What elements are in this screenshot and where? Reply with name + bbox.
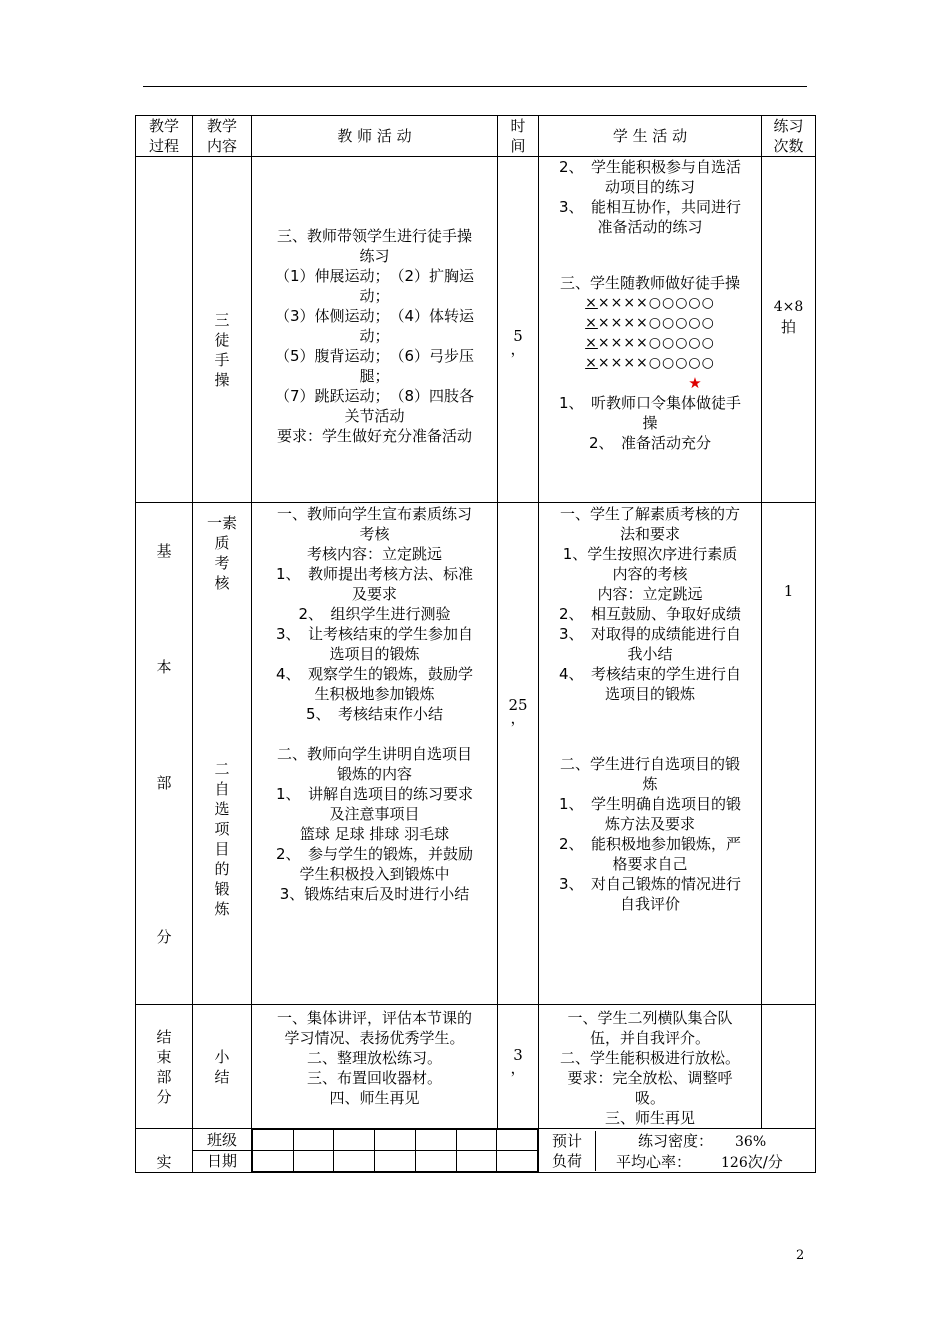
header-content-line: 内容: [206, 137, 237, 155]
process-char: 部: [156, 1067, 172, 1086]
student-line: 自我评价: [619, 895, 680, 913]
content-char: 自: [214, 780, 230, 798]
row3-teacher: [252, 1005, 498, 1129]
content-char: 一素: [206, 514, 237, 532]
header-reps: [762, 116, 816, 157]
time-mark: ，: [510, 709, 526, 727]
class-date-grid: [252, 1129, 538, 1172]
footer-left-char: 实: [156, 1153, 172, 1171]
teacher-line: 动；: [359, 326, 390, 345]
content-char: 小: [214, 1047, 230, 1066]
teacher-line: 2、 组织学生进行测验: [298, 605, 451, 623]
student-line: 2、 相互鼓励、争取好成绩: [558, 605, 742, 623]
row1-teacher: [252, 157, 498, 503]
header-student: 学 生 活 动: [539, 116, 762, 157]
grid-cell: [334, 1151, 375, 1172]
content-char: 操: [214, 370, 230, 389]
content-char: 项: [214, 820, 230, 838]
grid-cell: [497, 1151, 538, 1172]
reps-value: 1: [783, 582, 794, 600]
header-process: [136, 116, 193, 157]
student-line: 3、 对取得的成绩能进行自: [558, 625, 742, 643]
student-line: 二、学生能积极进行放松。: [559, 1049, 740, 1067]
teacher-line: （1）伸展运动； （2）扩胸运: [274, 266, 475, 285]
formation-row: [539, 353, 761, 373]
process-char: 分: [156, 928, 172, 946]
header-teacher: 教 师 活 动: [252, 116, 498, 157]
content-char: 考: [214, 554, 230, 572]
teacher-line: （5）腹背运动； （6）弓步压: [274, 346, 475, 365]
time-value: 5: [513, 326, 523, 345]
teacher-line: 二、教师向学生讲明自选项目: [276, 745, 472, 763]
teacher-line: 选项目的锻炼: [329, 645, 420, 663]
row1-reps: [762, 157, 816, 503]
content-char: 质: [214, 534, 230, 552]
header-time-line: 间: [510, 137, 526, 155]
table-header-row: [136, 116, 816, 157]
student-line: 内容的考核: [612, 565, 688, 583]
formation-row: [539, 333, 761, 353]
teacher-line: 学习情况、表扬优秀学生。: [284, 1029, 465, 1047]
student-line: 要求：完全放松、调整呼: [567, 1069, 733, 1087]
teacher-line: 练习: [359, 246, 390, 265]
time-value: 25: [508, 696, 528, 714]
teacher-line: 篮球 足球 排球 羽毛球: [299, 825, 450, 843]
teacher-line: 要求：学生做好充分准备活动: [276, 426, 472, 445]
time-value: 3: [513, 1046, 523, 1064]
content-char: 锻: [214, 880, 230, 898]
teacher-line: 三、教师带领学生进行徒手操: [276, 226, 472, 245]
teacher-line: 3、锻炼结束后及时进行小结: [279, 885, 470, 903]
time-mark: ，: [510, 339, 526, 358]
teacher-line: 一、教师向学生宣布素质练习: [276, 505, 472, 523]
formation-marks: ××××○○○○○: [597, 315, 715, 331]
formation-marks: ××××○○○○○: [597, 335, 715, 351]
student-line: 炼: [642, 775, 658, 793]
row-ending: [136, 1005, 816, 1129]
teacher-line: 考核: [359, 525, 390, 543]
page-number: 2: [796, 1248, 805, 1263]
formation-marks: ××××○○○○○: [597, 355, 715, 371]
time-mark: ，: [510, 1059, 526, 1077]
student-line: 1、学生按照次序进行素质: [562, 545, 738, 563]
row2-process: [136, 503, 193, 1005]
header-rule: [143, 86, 807, 87]
reps-unit: 拍: [780, 318, 796, 336]
student-line: 一、学生了解素质考核的方: [559, 505, 740, 523]
teacher-line: 1、 教师提出考核方法、标准: [275, 565, 474, 583]
reps-value: 4×8: [773, 299, 804, 315]
student-line: 2、 准备活动充分: [588, 434, 712, 452]
process-char: 基: [156, 542, 172, 560]
teacher-line: 三、布置回收器材。: [306, 1069, 442, 1087]
content-char: 目: [214, 840, 230, 858]
row2-reps: [762, 503, 816, 1005]
teacher-line: 4、 观察学生的锻炼，鼓励学: [275, 665, 474, 683]
teacher-line: 动；: [359, 286, 390, 305]
grid-cell: [253, 1151, 294, 1172]
teacher-line: 学生积极投入到锻炼中: [299, 865, 450, 883]
student-line: 法和要求: [619, 525, 680, 543]
process-char: 部: [156, 774, 172, 792]
load-values: [596, 1131, 815, 1171]
load-label: [539, 1131, 596, 1171]
row1-process: [136, 157, 193, 503]
student-line: 伍，并自我评介。: [589, 1029, 710, 1047]
row-footer: [136, 1129, 816, 1173]
footer-left: [136, 1129, 193, 1173]
student-line: 二、学生进行自选项目的锻: [559, 755, 740, 773]
process-char: 本: [156, 658, 172, 676]
density-line: [616, 1131, 815, 1152]
student-line: 操: [642, 414, 658, 432]
grid-cell: [415, 1151, 456, 1172]
grid-cell: [415, 1130, 456, 1151]
student-line: 2、 学生能积极参与自选活: [558, 158, 742, 176]
row3-reps: [762, 1005, 816, 1129]
formation-leader-mark: ×: [585, 335, 598, 351]
teacher-line: （7）跳跃运动； （8）四肢各: [274, 386, 475, 405]
date-label: 日期: [193, 1150, 251, 1171]
student-line: 三、学生随教师做好徒手操: [559, 274, 740, 292]
teacher-line: 生积极地参加锻炼: [314, 685, 435, 703]
teacher-line: 及要求: [351, 585, 397, 603]
row2-content: [193, 503, 252, 1005]
student-line: 选项目的锻炼: [604, 685, 695, 703]
row-basic: [136, 503, 816, 1005]
grid-cell: [253, 1130, 294, 1151]
teacher-line: 考核内容：立定跳远: [306, 545, 442, 563]
student-line: 4、 考核结束的学生进行自: [558, 665, 742, 683]
formation-leader-mark: ×: [585, 295, 598, 311]
student-line: 我小结: [627, 645, 673, 663]
row2-teacher: [252, 503, 498, 1005]
row1-time: [498, 157, 539, 503]
process-char: 结: [156, 1027, 172, 1046]
row3-content: [193, 1005, 252, 1129]
formation-leader-mark: ×: [585, 355, 598, 371]
student-line: 三、师生再见: [604, 1109, 695, 1127]
formation-row: [539, 313, 761, 333]
teacher-line: 四、师生再见: [329, 1089, 420, 1107]
teacher-line: 2、 参与学生的锻炼，并鼓励: [275, 845, 474, 863]
header-process-line: 过程: [148, 137, 179, 155]
student-line: 内容：立定跳远: [597, 585, 703, 603]
grid-cell: [456, 1151, 497, 1172]
content-char: 结: [214, 1067, 230, 1086]
content-char: 二: [214, 760, 230, 778]
load-label-line: 负荷: [551, 1151, 582, 1170]
header-time-line: 时: [510, 117, 526, 135]
student-line: 准备活动的练习: [597, 218, 703, 236]
teacher-line: （3）体侧运动； （4）体转运: [274, 306, 475, 325]
teacher-line: 1、 讲解自选项目的练习要求: [275, 785, 474, 803]
student-line: 3、 对自己锻炼的情况进行: [558, 875, 742, 893]
teacher-line: 一、集体讲评，评估本节课的: [276, 1009, 472, 1027]
teacher-line: 关节活动: [344, 406, 405, 425]
student-line: 炼方法及要求: [604, 815, 695, 833]
content-char: 炼: [214, 900, 230, 918]
teacher-line: 二、整理放松练习。: [306, 1049, 442, 1067]
grid-cell: [293, 1130, 334, 1151]
row3-process: [136, 1005, 193, 1129]
row-freehand: [136, 157, 816, 503]
heart-rate-label: 平均心率：: [616, 1152, 692, 1171]
student-line: 3、 能相互协作，共同进行: [558, 198, 742, 216]
student-line: 2、 能积极地参加锻炼，严: [558, 835, 742, 853]
teacher-line: 5、 考核结束作小结: [305, 705, 444, 723]
row2-student: [539, 503, 762, 1005]
class-label: 班级: [206, 1131, 237, 1149]
header-reps-line: 次数: [773, 137, 804, 155]
heart-rate-value: 126: [721, 1154, 748, 1171]
teacher-line: 3、 让考核结束的学生参加自: [275, 625, 474, 643]
teacher-line: 腿；: [359, 366, 390, 385]
density-label: 练习密度：: [638, 1131, 714, 1150]
content-char: 手: [214, 350, 230, 369]
teacher-line: 锻炼的内容: [336, 765, 412, 783]
grid-cell: [456, 1130, 497, 1151]
header-content-line: 教学: [206, 117, 237, 135]
student-line: 动项目的练习: [604, 178, 695, 196]
row1-content: [193, 157, 252, 503]
student-line: 吸。: [634, 1089, 665, 1107]
heart-rate-unit: 次/分: [747, 1152, 783, 1171]
content-char: 核: [214, 574, 230, 592]
header-time: [498, 116, 539, 157]
footer-load: [539, 1129, 816, 1173]
row2-time: [498, 503, 539, 1005]
student-line: 一、学生二列横队集合队: [567, 1009, 733, 1027]
footer-grid: [252, 1129, 539, 1173]
grid-cell: [375, 1151, 416, 1172]
footer-labels: [193, 1129, 252, 1173]
grid-cell: [293, 1151, 334, 1172]
density-value: 36%: [735, 1133, 767, 1150]
formation-marks: ××××○○○○○: [597, 295, 715, 311]
process-char: 分: [156, 1087, 172, 1106]
header-reps-line: 练习: [773, 117, 804, 135]
row3-time: [498, 1005, 539, 1129]
formation-leader-mark: ×: [585, 315, 598, 331]
lesson-plan-table: [135, 115, 816, 1173]
process-char: 束: [156, 1047, 172, 1066]
row3-student: [539, 1005, 762, 1129]
heart-rate-line: [616, 1152, 815, 1173]
student-line: 1、 听教师口令集体做徒手: [558, 394, 742, 412]
content-char: 的: [214, 860, 230, 878]
content-char: 选: [214, 800, 230, 818]
grid-cell: [334, 1130, 375, 1151]
student-line: 格要求自己: [612, 855, 688, 873]
header-process-line: 教学: [148, 117, 179, 135]
row1-student: [539, 157, 762, 503]
teacher-line: 及注意事项目: [329, 805, 420, 823]
grid-cell: [375, 1130, 416, 1151]
formation-row: [539, 293, 761, 313]
header-content: [193, 116, 252, 157]
content-char: 徒: [214, 330, 230, 349]
student-line: 1、 学生明确自选项目的锻: [558, 795, 742, 813]
grid-cell: [497, 1130, 538, 1151]
teacher-star-icon: ★: [688, 374, 702, 392]
content-char: 三: [214, 310, 230, 329]
load-label-line: 预计: [551, 1131, 582, 1150]
